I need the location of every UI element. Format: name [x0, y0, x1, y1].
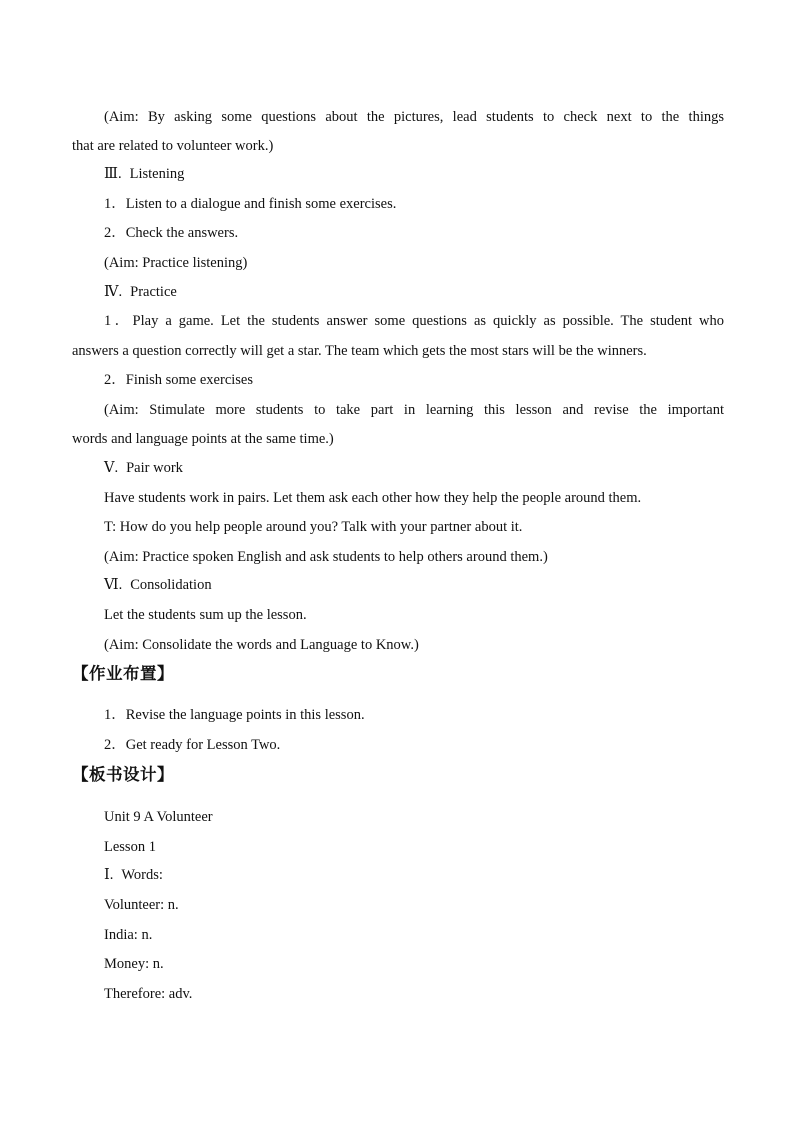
section-pairwork-title: Pair work	[126, 460, 183, 476]
aim-stimulate-line-1: (Aim: Stimulate more students to take part in learning this lesson and revise the important	[104, 402, 724, 418]
practice-game-line-2: answers a question correctly will get a star. The team which gets the most stars will be the winners.	[72, 343, 647, 359]
aim-pictures-line-1: (Aim: By asking some questions about the pictures, lead students to check next to the things	[104, 109, 724, 125]
section-consolidation-heading	[104, 576, 212, 594]
section-listening-title: Listening	[129, 166, 185, 182]
pairwork-instruction: Have students work in pairs. Let them ask each other how they help the people around them.	[104, 490, 642, 506]
practice-step-2: 2．Finish some exercises	[104, 372, 254, 388]
roman-numeral-4: Ⅳ.	[104, 284, 123, 300]
aim-stimulate-line-2: words and language points at the same time.)	[72, 431, 334, 447]
consolidation-instruction: Let the students sum up the lesson.	[104, 607, 307, 623]
listening-step-2: 2．Check the answers.	[104, 225, 239, 241]
practice-game-line-1: 1．Play a game. Let the students answer some questions as quickly as possible. The student who	[104, 313, 724, 329]
homework-item-1: 1．Revise the language points in this lesson.	[104, 707, 365, 723]
listening-step-1: 1．Listen to a dialogue and finish some exercises.	[104, 196, 397, 212]
homework-heading: 【作业布置】	[72, 664, 174, 683]
roman-numeral-3: Ⅲ.	[104, 166, 122, 182]
roman-numeral-1: Ⅰ.	[104, 867, 114, 883]
board-words-label: Words:	[121, 867, 163, 883]
section-consolidation-title: Consolidation	[130, 577, 212, 593]
board-word-india: India: n.	[104, 927, 153, 943]
roman-numeral-6: Ⅵ.	[104, 577, 123, 593]
aim-listening: (Aim: Practice listening)	[104, 255, 248, 271]
board-lesson-title: Lesson 1	[104, 839, 156, 855]
board-word-therefore: Therefore: adv.	[104, 986, 193, 1002]
aim-consolidate: (Aim: Consolidate the words and Language to Know.)	[104, 637, 419, 653]
section-practice-heading	[104, 283, 177, 301]
homework-item-2: 2．Get ready for Lesson Two.	[104, 737, 281, 753]
board-word-volunteer: Volunteer: n.	[104, 897, 179, 913]
aim-spoken-english: (Aim: Practice spoken English and ask students to help others around them.)	[104, 549, 548, 565]
section-listening-heading	[104, 165, 184, 183]
board-unit-title: Unit 9 A Volunteer	[104, 809, 213, 825]
board-word-money: Money: n.	[104, 956, 164, 972]
board-words-heading	[104, 866, 163, 884]
board-design-heading: 【板书设计】	[72, 765, 174, 784]
aim-pictures-line-2: that are related to volunteer work.)	[72, 138, 274, 154]
section-practice-title: Practice	[130, 284, 177, 300]
section-pairwork-heading	[104, 459, 183, 477]
pairwork-teacher-question: T: How do you help people around you? Talk with your partner about it.	[104, 519, 523, 535]
roman-numeral-5: Ⅴ.	[104, 460, 119, 476]
